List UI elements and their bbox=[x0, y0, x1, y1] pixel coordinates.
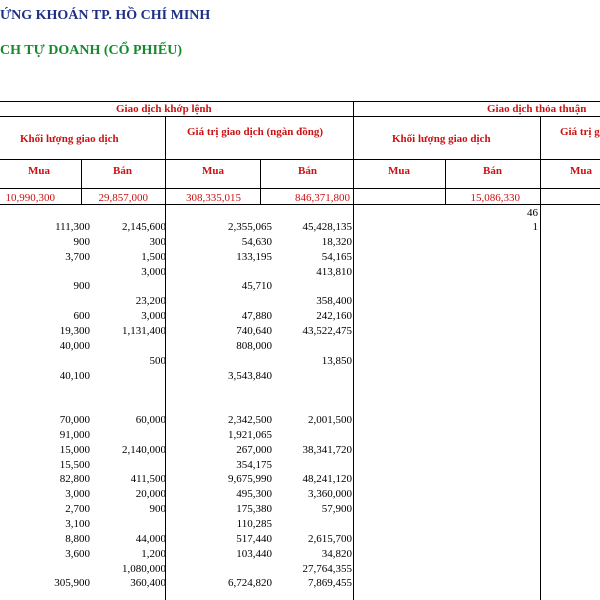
table-cell: 175,380 bbox=[236, 503, 272, 516]
table-cell: 82,800 bbox=[59, 473, 90, 486]
neg-volume-header: Khối lượng giao dịch bbox=[392, 133, 491, 145]
table-cell: 3,100 bbox=[65, 518, 90, 530]
table-cell: 133,195 bbox=[236, 250, 272, 263]
table-cell: 3,543,840 bbox=[228, 369, 272, 382]
table-cell: 7,869,455 bbox=[308, 577, 352, 590]
table-cell: 20,000 bbox=[135, 488, 166, 501]
buy-label: Mua bbox=[388, 165, 410, 177]
subheader-border bbox=[0, 159, 600, 160]
table-cell: 358,400 bbox=[316, 295, 352, 308]
total-neg-vol-sell: 15,086,330 bbox=[470, 192, 520, 204]
totals-border bbox=[0, 204, 600, 205]
table-cell: 3,360,000 bbox=[308, 488, 352, 501]
volume-header: Khối lượng giao dịch bbox=[20, 133, 119, 145]
table-cell: 1,080,000 bbox=[122, 562, 166, 575]
company-title: ỨNG KHOÁN TP. HỒ CHÍ MINH bbox=[0, 8, 211, 23]
table-cell: 2,342,500 bbox=[228, 414, 272, 427]
table-cell: 111,300 bbox=[55, 221, 90, 233]
table-cell: 45,428,135 bbox=[302, 221, 352, 233]
total-val-buy: 308,335,015 bbox=[186, 192, 241, 204]
table-cell: 70,000 bbox=[59, 414, 90, 427]
table-cell: 13,850 bbox=[321, 354, 352, 367]
buy-label: Mua bbox=[570, 165, 592, 177]
group-matched-header: Giao dịch khớp lệnh bbox=[116, 103, 212, 115]
col-divider bbox=[81, 159, 82, 204]
total-vol-buy: 10,990,300 bbox=[5, 192, 55, 204]
table-cell: 242,160 bbox=[316, 310, 352, 323]
neg-cell: 1 bbox=[532, 221, 538, 233]
table-top-border bbox=[0, 101, 600, 102]
buy-label: Mua bbox=[202, 165, 224, 177]
table-cell: 305,900 bbox=[54, 577, 90, 590]
table-cell: 900 bbox=[149, 503, 166, 516]
table-cell: 40,000 bbox=[59, 339, 90, 352]
table-cell: 19,300 bbox=[59, 324, 90, 337]
table-cell: 2,355,065 bbox=[228, 221, 272, 233]
value-header: Giá trị giao dịch (ngàn đồng) bbox=[187, 126, 323, 138]
table-cell: 103,440 bbox=[236, 547, 272, 560]
table-header-border bbox=[0, 116, 600, 117]
table-cell: 354,175 bbox=[236, 458, 272, 471]
table-cell: 48,241,120 bbox=[302, 473, 352, 486]
table-cell: 1,131,400 bbox=[122, 324, 166, 337]
buy-sell-border bbox=[0, 188, 600, 189]
table-cell: 360,400 bbox=[130, 577, 166, 590]
table-cell: 500 bbox=[149, 354, 166, 367]
table-cell: 8,800 bbox=[65, 532, 90, 545]
col-divider bbox=[445, 159, 446, 204]
table-cell: 3,000 bbox=[141, 265, 166, 278]
table-cell: 43,522,475 bbox=[302, 324, 352, 337]
total-vol-sell: 29,857,000 bbox=[98, 192, 148, 204]
table-cell: 54,165 bbox=[321, 250, 352, 263]
table-cell: 900 bbox=[73, 235, 90, 248]
table-cell: 34,820 bbox=[321, 547, 352, 560]
table-cell: 2,145,600 bbox=[122, 221, 166, 233]
table-cell: 54,630 bbox=[241, 235, 272, 248]
table-cell: 517,440 bbox=[236, 532, 272, 545]
table-cell: 1,921,065 bbox=[228, 428, 272, 441]
table-cell: 495,300 bbox=[236, 488, 272, 501]
table-cell: 9,675,990 bbox=[228, 473, 272, 486]
table-cell: 300 bbox=[149, 235, 166, 248]
table-cell: 60,000 bbox=[135, 414, 166, 427]
table-cell: 740,640 bbox=[236, 324, 272, 337]
table-cell: 411,500 bbox=[130, 473, 166, 486]
table-cell: 2,001,500 bbox=[308, 414, 352, 427]
table-cell: 44,000 bbox=[135, 532, 166, 545]
report-subtitle: CH TỰ DOANH (CỔ PHIẾU) bbox=[0, 43, 182, 58]
table-cell: 27,764,355 bbox=[302, 562, 352, 575]
table-cell: 38,341,720 bbox=[302, 443, 352, 456]
table-cell: 15,500 bbox=[59, 458, 90, 471]
group-negotiated-header: Giao dịch thỏa thuận bbox=[487, 103, 587, 115]
table-cell: 900 bbox=[73, 280, 90, 293]
table-cell: 2,615,700 bbox=[308, 532, 352, 545]
table-cell: 808,000 bbox=[236, 339, 272, 352]
table-cell: 15,000 bbox=[59, 443, 90, 456]
table-cell: 2,700 bbox=[65, 503, 90, 516]
table-cell: 47,880 bbox=[241, 310, 272, 323]
table-cell: 267,000 bbox=[236, 443, 272, 456]
table-cell: 1,200 bbox=[141, 547, 166, 560]
table-cell: 3,700 bbox=[65, 250, 90, 263]
table-cell: 3,000 bbox=[65, 488, 90, 501]
col-divider bbox=[540, 116, 541, 600]
table-cell: 23,200 bbox=[135, 295, 166, 308]
sell-label: Bán bbox=[298, 165, 317, 177]
table-cell: 1,500 bbox=[141, 250, 166, 263]
table-cell: 91,000 bbox=[59, 428, 90, 441]
table-cell: 3,600 bbox=[65, 547, 90, 560]
table-cell: 57,900 bbox=[321, 503, 352, 516]
total-val-sell: 846,371,800 bbox=[295, 192, 350, 204]
col-divider bbox=[353, 101, 354, 600]
table-cell: 6,724,820 bbox=[228, 577, 272, 590]
table-cell: 2,140,000 bbox=[122, 443, 166, 456]
table-cell: 18,320 bbox=[321, 235, 352, 248]
table-cell: 413,810 bbox=[316, 265, 352, 278]
neg-cell: 46 bbox=[527, 207, 538, 219]
table-cell: 40,100 bbox=[59, 369, 90, 382]
table-cell: 45,710 bbox=[241, 280, 272, 293]
sell-label: Bán bbox=[113, 165, 132, 177]
table-cell: 600 bbox=[73, 310, 90, 323]
neg-value-header: Giá trị g bbox=[560, 126, 600, 138]
buy-label: Mua bbox=[28, 165, 50, 177]
table-cell: 3,000 bbox=[141, 310, 166, 323]
table-cell: 110,285 bbox=[236, 518, 272, 530]
col-divider bbox=[260, 159, 261, 204]
sell-label: Bán bbox=[483, 165, 502, 177]
